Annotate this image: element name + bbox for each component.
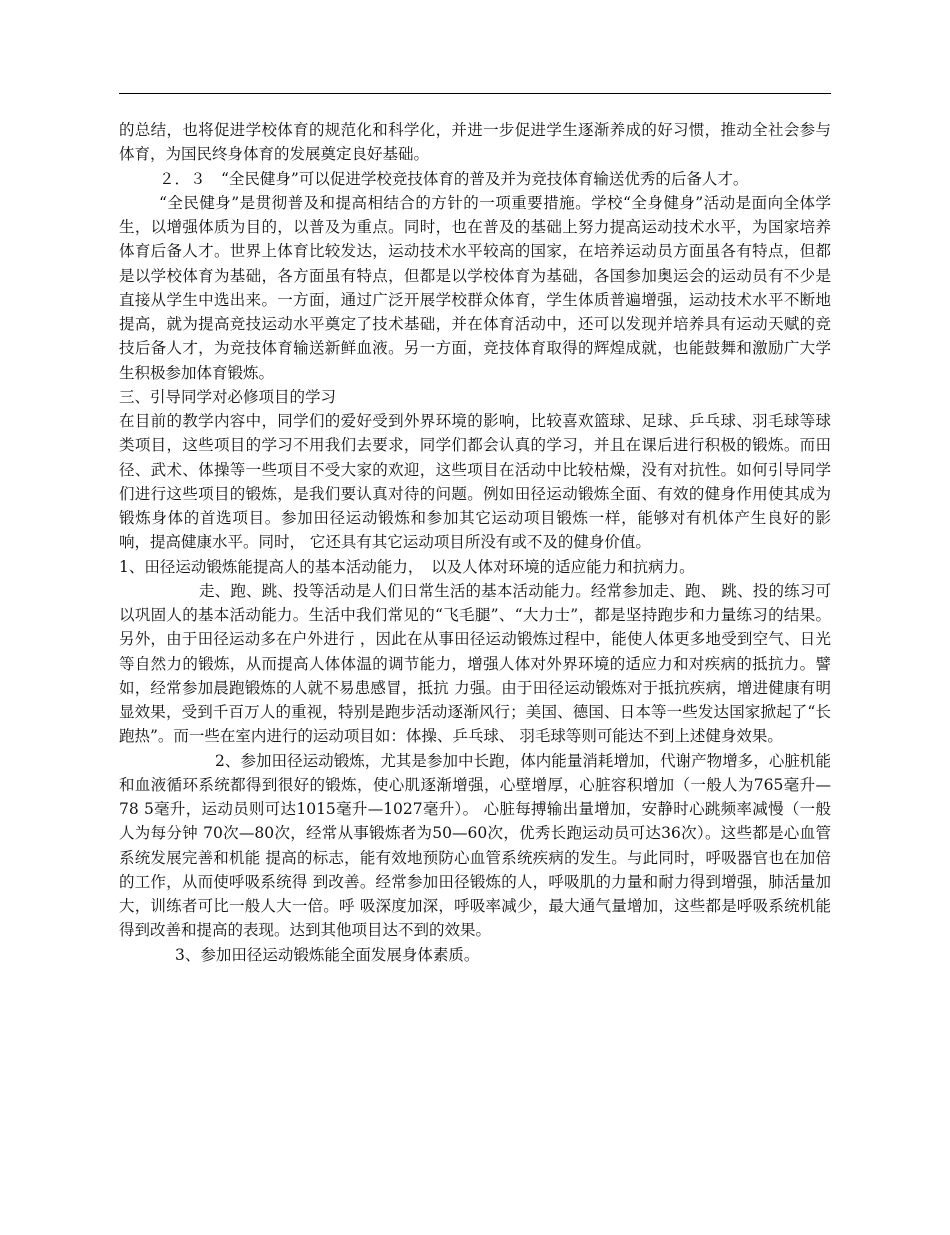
section-heading-2-3: ２．３ “全民健身”可以促进学校竞技体育的普及并为竞技体育输送优秀的后备人才。 [159, 169, 749, 188]
list-item-3: 3、参加田径运动锻炼能全面发展身体素质。 [175, 945, 480, 964]
header-rule [119, 93, 831, 94]
list-item-2: 2、参加田径运动锻炼，尤其是参加中长跑，体内能量消耗增加，代谢产物增多，心脏机能和血液循环系统都得到很好的锻炼，使心肌逐渐增强，心壁增厚，心脏容积增加（一般人为765毫升—78 5毫升，运动员则可达1015毫升—1027毫升）。 心脏每搏输出量增加，安静时心跳频率减慢（一般人为每分钟 70次—80次，经常从事锻炼者为50—60次，优秀长跑运动员可达36次）。这些都是心血管系统发展完善和机能 提高的标志，能有效地预防心血管系统疾病的发生。与此同时，呼吸器官也在加倍的工作，从而使呼吸系统得 到改善。经常参加田径锻炼的人，呼吸肌的力量和耐力得到增强，肺活量加大，训练者可比一般人大一倍。呼 吸深度加深，呼吸率减少，最大通气量增加，这些都是呼吸系统机能得到改善和提高的表现。达到其他项目达不到的效果。 [119, 751, 831, 940]
paragraph-continuation: 的总结，也将促进学校体育的规范化和科学化，并进一步促进学生逐渐养成的好习惯，推动全社会参与体育，为国民终身体育的发展奠定良好基础。 [119, 121, 831, 164]
paragraph-national-fitness: “全民健身”是贯彻普及和提高相结合的方针的一项重要措施。学校“全身健身”活动是面向全体学生，以增强体质为目的，以普及为重点。同时，也在普及的基础上努力提高运动技术水平，为国家培养体育后备人才。世界上体育比较发达，运动技术水平较高的国家，在培养运动员方面虽各有特点，但都是以学校体育为基础，各方面虽有特点，但都是以学校体育为基础，各国参加奥运会的运动员有不少是直接从学生中选出来。一方面，通过广泛开展学校群众体育，学生体质普遍增强，运动技术水平不断地提高，就为提高竞技运动水平奠定了技术基础，并在体育活动中，还可以发现并培养具有运动天赋的竞技后备人才，为竞技体育输送新鲜血液。另一方面，竞技体育取得的辉煌成就，也能鼓舞和激励广大学生积极参加体育锻炼。 [119, 193, 831, 382]
section-heading-3: 三、引导同学对必修项目的学习 [119, 387, 337, 406]
list-item-1: 1、田径运动锻炼能提高人的基本活动能力， 以及人体对环境的适应能力和抗病力。 [119, 557, 695, 576]
paragraph-basic-abilities: 走、跑、跳、投等活动是人们日常生活的基本活动能力。经常参加走、跑、 跳、投的练习可以巩固人的基本活动能力。生活中我们常见的“飞毛腿”、“大力士”，都是坚持跑步和力量练习的结果。另外，由于田径运动多在户外进行 ，因此在从事田径运动锻炼过程中，能使人体更多地受到空气、日光等自然力的锻炼，从而提高人体体温的调节能力，增强人体对外界环境的适应力和对疾病的抵抗力。譬如，经常参加晨跑锻炼的人就不易患感冒，抵抗 力强。由于田径运动锻炼对于抵抗疾病，增进健康有明显效果，受到千百万人的重视，特别是跑步活动逐渐风行；美国、德国、日本等一些发达国家掀起了“长跑热”。而一些在室内进行的运动项目如：体操、乒乓球、 羽毛球等则可能达不到上述健身效果。 [119, 581, 831, 746]
body-text [119, 118, 831, 967]
paragraph-teaching-content: 在目前的教学内容中，同学们的爱好受到外界环境的影响，比较喜欢篮球、足球、乒乓球、羽毛球等球类项目，这些项目的学习不用我们去要求，同学们都会认真的学习，并且在课后进行积极的锻炼。而田径、武术、体操等一些项目不受大家的欢迎，这些项目在活动中比较枯燥，没有对抗性。如何引导同学们进行这些项目的锻炼，是我们要认真对待的问题。例如田径运动锻炼全面、有效的健身作用使其成为锻炼身体的首选项目。参加田径运动锻炼和参加其它运动项目锻炼一样，能够对有机体产生良好的影响，提高健康水平。同时， 它还具有其它运动项目所没有或不及的健身价值。 [119, 412, 831, 552]
